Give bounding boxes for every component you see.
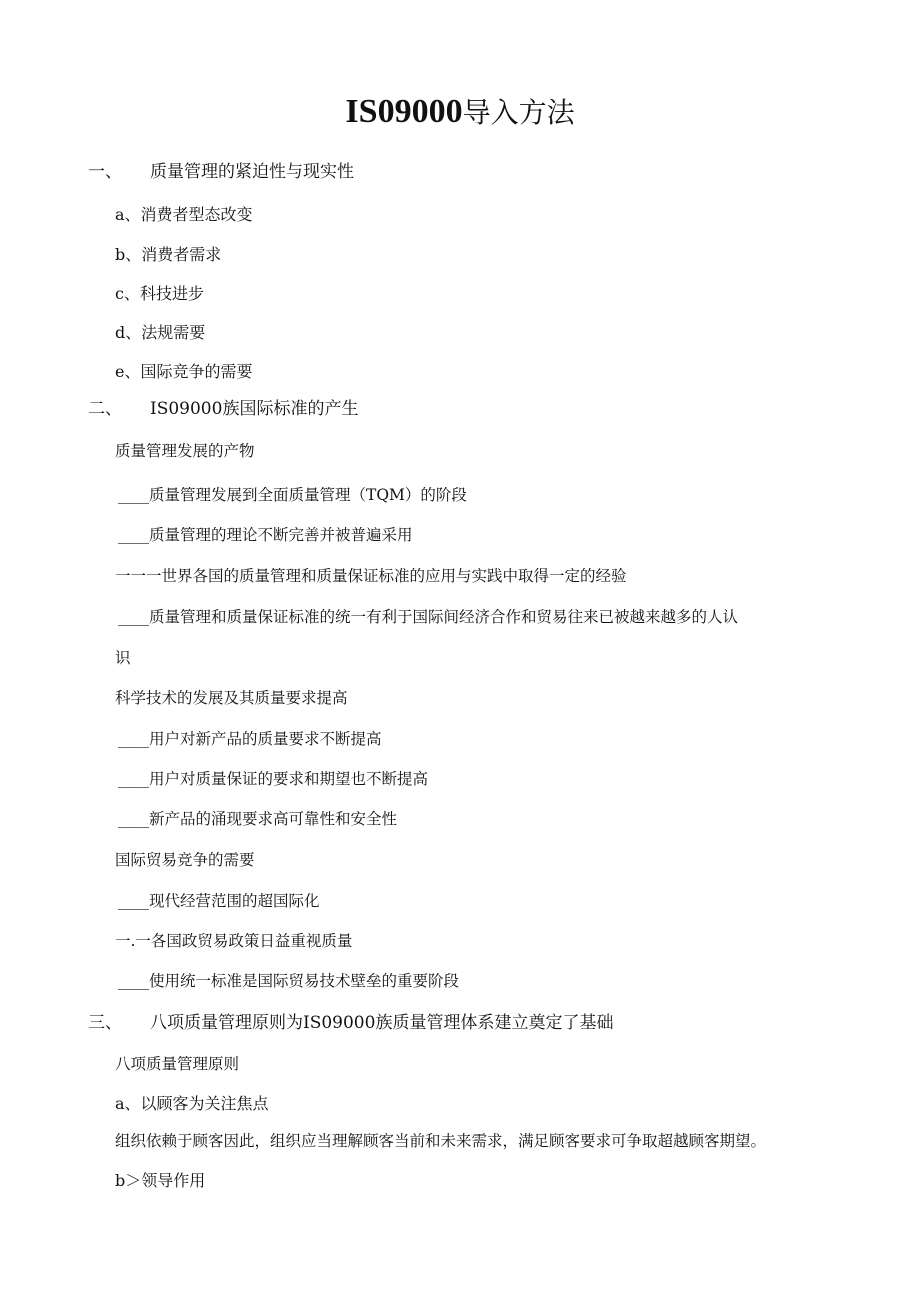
section-number: 二、 [88,399,122,419]
paragraph-line: ____使用统一标准是国际贸易技术壁垒的重要阶段 [118,972,460,990]
title-cjk: 导入方法 [462,96,575,129]
section-number: 一、 [88,162,122,182]
paragraph-line: 八项质量管理原则 [115,1055,240,1073]
paragraph-line: 组织依赖于顾客因此，组织应当理解顾客当前和未来需求，满足顾客要求可争取超越顾客期望。 [115,1132,767,1150]
document-title [0,92,920,133]
list-item-a: a、以顾客为关注焦点 [115,1094,269,1113]
section-title: 八项质量管理原则为IS09000族质量管理体系建立奠定了基础 [150,1013,614,1033]
paragraph-line: 科学技术的发展及其质量要求提高 [115,689,348,707]
paragraph-line: ____用户对质量保证的要求和期望也不断提高 [118,770,429,788]
paragraph-line: ____质量管理和质量保证标准的统一有利于国际间经济合作和贸易往来已被越来越多的人认 [118,608,739,626]
list-item-b: b＞领导作用 [115,1171,206,1190]
paragraph-line: ____质量管理发展到全面质量管理（TQM）的阶段 [118,486,467,504]
section-title: IS09000族国际标准的产生 [150,399,359,419]
title-latin: IS09000 [345,93,463,130]
paragraph-line: 质量管理发展的产物 [115,442,255,460]
section-number: 三、 [88,1013,122,1033]
paragraph-line: ____质量管理的理论不断完善并被普遍采用 [118,526,413,544]
paragraph-line: 一一一世界各国的质量管理和质量保证标准的应用与实践中取得一定的经验 [115,567,627,585]
list-item-c: c、科技进步 [115,284,204,303]
list-item-d: d、法规需要 [115,323,206,342]
paragraph-line: ____用户对新产品的质量要求不断提高 [118,730,382,748]
list-item-e: e、国际竞争的需要 [115,362,253,381]
paragraph-line: 一.一各国政贸易政策日益重视质量 [115,932,353,950]
paragraph-line: ____现代经营范围的超国际化 [118,892,320,910]
section-heading-3 [88,1012,613,1034]
paragraph-line: 国际贸易竞争的需要 [115,851,255,869]
list-item-b: b、消费者需求 [115,245,222,264]
section-title: 质量管理的紧迫性与现实性 [150,162,354,182]
list-item-a: a、消费者型态改变 [115,205,253,224]
section-heading-2 [88,398,358,420]
section-heading-1 [88,161,354,183]
paragraph-line: ____新产品的涌现要求高可靠性和安全性 [118,810,398,828]
paragraph-line: 识 [115,649,131,667]
